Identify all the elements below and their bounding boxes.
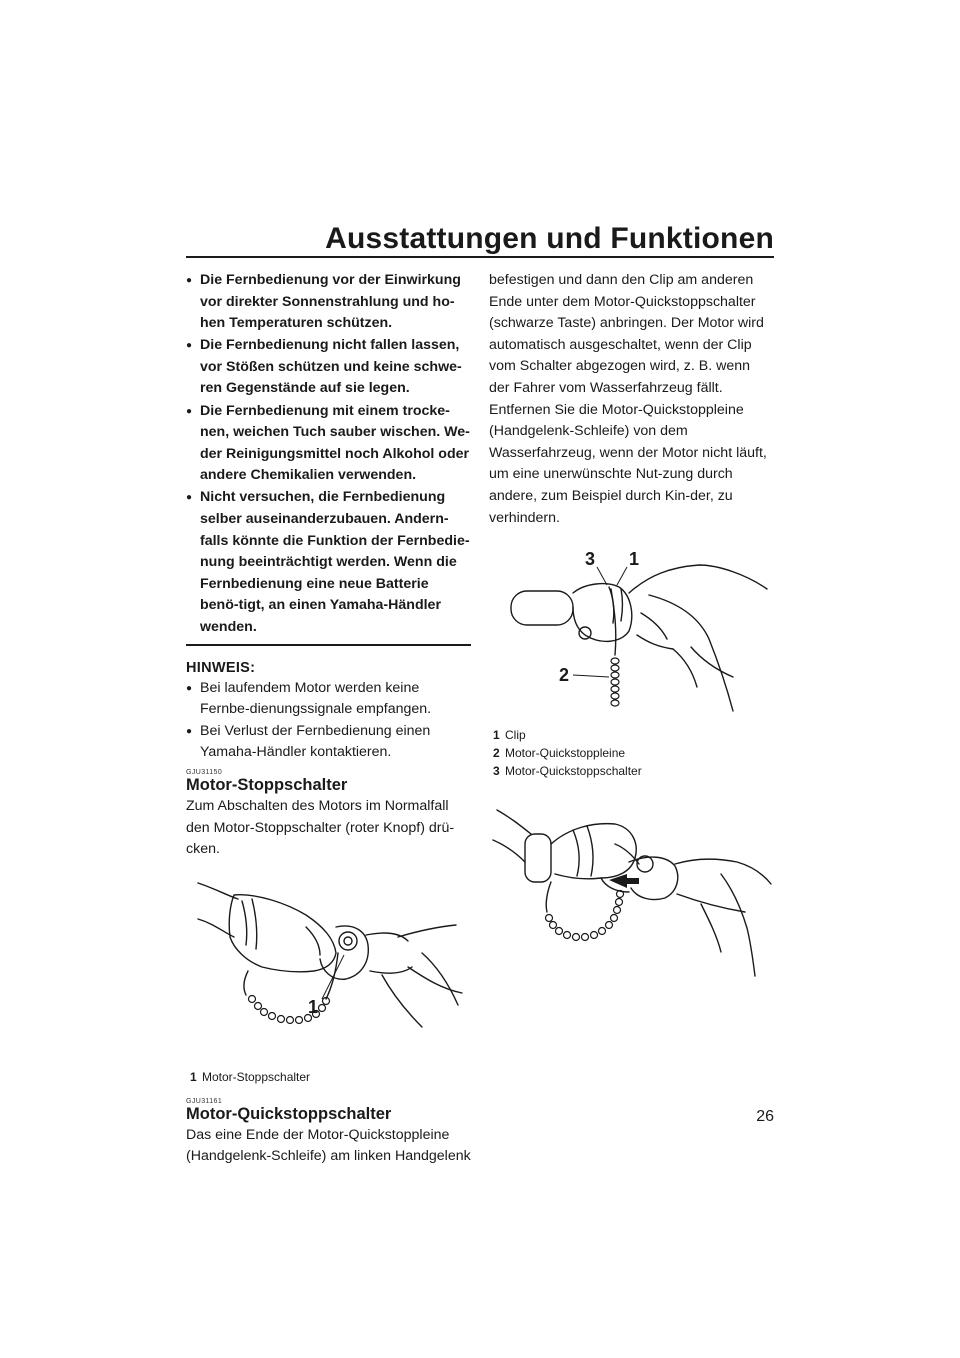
section-title-stop: Motor-Stoppschalter <box>186 775 348 794</box>
right-column <box>489 270 774 999</box>
caption-number: 1 <box>493 728 500 743</box>
section-title-quickstop: Motor-Quickstoppschalter <box>186 1104 392 1123</box>
note-item: ● Bei laufendem Motor werden keine Fernbe-dienungssignale empfangen. <box>186 678 471 721</box>
warning-item: ● Nicht versuchen, die Fernbedienung selber auseinanderzubauen. Andern-falls könnte die Funktion der Fernbedie-nung beeinträchtigt werden. Wenn die Fernbedienung eine neue Batterie benö-tigt, an einen Yamaha-Händler wenden. <box>186 487 471 638</box>
section-code: GJU31161 <box>186 1097 223 1105</box>
left-column <box>186 270 471 1168</box>
figure-callout-2: 2 <box>559 665 570 686</box>
warning-item: ● Die Fernbedienung nicht fallen lassen, vor Stößen schützen und keine schwe-ren Gegenstände auf sie legen. <box>186 335 471 400</box>
note-item: ● Bei Verlust der Fernbedienung einen Yamaha-Händler kontaktieren. <box>186 721 471 764</box>
note-list <box>186 678 471 764</box>
warning-item: ● Die Fernbedienung mit einem trocke-nen, weichen Tuch sauber wischen. We-der Reinigungsmittel noch Alkohol oder andere Chemikalien verwenden. <box>186 401 471 487</box>
caption-text: Motor-Stoppschalter <box>202 1069 311 1084</box>
figure-quickstop-switch <box>489 535 774 780</box>
figure-caption-list <box>489 726 774 780</box>
figure-clip-removal <box>489 804 774 999</box>
clip-removal-illustration <box>489 804 774 994</box>
figure-caption <box>489 762 774 780</box>
figure-stop-switch <box>186 875 471 1086</box>
section-text-quickstop-left: Das eine Ende der Motor-Quickstoppleine (Handgelenk-Schleife) am linken Handgelenk <box>186 1126 471 1165</box>
page-title: Ausstattungen und Funktionen <box>325 222 774 255</box>
caption-number: 3 <box>493 764 500 779</box>
section-code: GJU31150 <box>186 768 223 776</box>
warning-item: ● Die Fernbedienung vor der Einwirkung vor direkter Sonnenstrahlung und ho-hen Temperaturen schützen. <box>186 270 471 335</box>
figure-callout-1: 1 <box>308 996 319 1017</box>
stop-switch-illustration <box>186 875 471 1063</box>
caption-text: Motor-Quickstoppleine <box>505 746 626 761</box>
section-text-quickstop-right: befestigen und dann den Clip am anderen Ende unter dem Motor-Quickstoppschalter (schwarze Taste) anbringen. Der Motor wird automatisch ausgeschaltet, wenn der Clip vom Schalter abgezogen wird, z. B. wenn der Fahrer vom Wasserfahrzeug fällt. Entfernen Sie die Motor-Quickstoppleine (Handgelenk-Schleife) von dem Wasserfahrzeug, wenn der Motor nicht läuft, um eine unerwünschte Nut-zung durch andere, zum Beispiel durch Kin-der, zu verhindern. <box>489 272 767 526</box>
caption-number: 1 <box>190 1069 197 1084</box>
header-rule <box>186 256 774 258</box>
figure-caption <box>489 744 774 762</box>
figure-callout-3: 3 <box>585 549 596 570</box>
figure-caption <box>489 726 774 744</box>
caption-text: Clip <box>505 728 526 743</box>
caption-text: Motor-Quickstoppschalter <box>505 764 642 779</box>
caption-number: 2 <box>493 746 500 761</box>
warning-list <box>186 270 471 639</box>
warning-rule <box>186 644 471 646</box>
section-text-stop: Zum Abschalten des Motors im Normalfall den Motor-Stoppschalter (roter Knopf) drü-cken. <box>186 797 455 858</box>
page-number: 26 <box>756 1108 774 1125</box>
note-title: HINWEIS: <box>186 659 256 676</box>
figure-caption <box>186 1068 471 1086</box>
quickstop-switch-illustration <box>489 535 774 721</box>
figure-callout-1: 1 <box>629 549 640 570</box>
